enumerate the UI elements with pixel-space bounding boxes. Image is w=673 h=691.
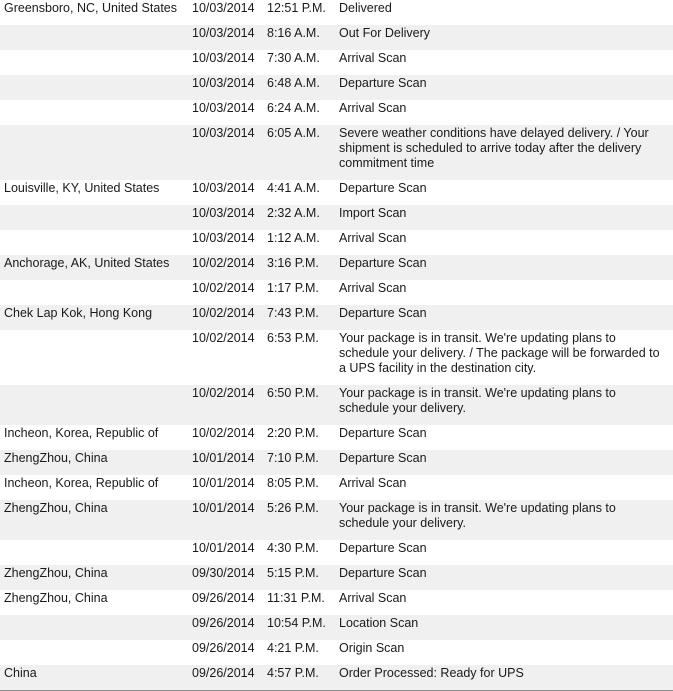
table-row bbox=[0, 255, 673, 280]
location-cell: Anchorage, AK, United States bbox=[4, 256, 170, 270]
time-cell: 1:17 P.M. bbox=[267, 281, 319, 295]
date-cell: 09/30/2014 bbox=[192, 566, 255, 580]
time-cell: 4:21 P.M. bbox=[267, 641, 319, 655]
location-cell bbox=[0, 50, 188, 75]
activity-cell: Order Processed: Ready for UPS bbox=[339, 666, 524, 680]
time-cell: 5:15 P.M. bbox=[267, 566, 319, 580]
location-cell bbox=[0, 100, 188, 125]
table-row bbox=[0, 230, 673, 255]
location-cell bbox=[0, 280, 188, 305]
date-cell: 10/03/2014 bbox=[192, 51, 255, 65]
time-cell: 7:30 A.M. bbox=[267, 51, 320, 65]
activity-cell: Departure Scan bbox=[339, 181, 427, 195]
date-cell: 10/03/2014 bbox=[192, 26, 255, 40]
time-cell: 2:20 P.M. bbox=[267, 426, 319, 440]
time-cell: 2:32 A.M. bbox=[267, 206, 320, 220]
date-cell: 10/01/2014 bbox=[192, 451, 255, 465]
activity-cell: Arrival Scan bbox=[339, 101, 407, 115]
time-cell: 5:26 P.M. bbox=[267, 501, 319, 515]
table-row bbox=[0, 500, 673, 540]
activity-cell: Your package is in transit. We're updating plans to schedule your delivery. bbox=[339, 386, 616, 415]
date-cell: 10/02/2014 bbox=[192, 256, 255, 270]
location-cell bbox=[0, 540, 188, 565]
date-cell: 10/03/2014 bbox=[192, 181, 255, 195]
activity-cell: Arrival Scan bbox=[339, 231, 407, 245]
activity-cell: Delivered bbox=[339, 1, 392, 15]
time-cell: 4:41 A.M. bbox=[267, 181, 320, 195]
activity-cell: Import Scan bbox=[339, 206, 407, 220]
location-cell bbox=[0, 615, 188, 640]
table-row bbox=[0, 450, 673, 475]
activity-cell: Out For Delivery bbox=[339, 26, 430, 40]
date-cell: 10/02/2014 bbox=[192, 426, 255, 440]
table-row bbox=[0, 665, 673, 690]
time-cell: 6:24 A.M. bbox=[267, 101, 320, 115]
date-cell: 10/03/2014 bbox=[192, 126, 255, 140]
date-cell: 09/26/2014 bbox=[192, 666, 255, 680]
activity-cell: Departure Scan bbox=[339, 451, 427, 465]
activity-cell: Your package is in transit. We're updating plans to schedule your delivery. / The package will be forwarded to a UPS facility in the destination city. bbox=[339, 331, 660, 375]
table-row bbox=[0, 205, 673, 230]
table-row bbox=[0, 540, 673, 565]
table-row bbox=[0, 125, 673, 180]
location-cell bbox=[0, 125, 188, 180]
table-row bbox=[0, 25, 673, 50]
date-cell: 10/01/2014 bbox=[192, 476, 255, 490]
activity-cell: Arrival Scan bbox=[339, 281, 407, 295]
table-row bbox=[0, 640, 673, 665]
location-cell: Chek Lap Kok, Hong Kong bbox=[4, 306, 153, 320]
location-cell: Greensboro, NC, United States bbox=[4, 1, 177, 15]
activity-cell: Arrival Scan bbox=[339, 591, 407, 605]
time-cell: 6:05 A.M. bbox=[267, 126, 320, 140]
time-cell: 1:12 A.M. bbox=[267, 231, 320, 245]
table-row bbox=[0, 590, 673, 615]
activity-cell: Origin Scan bbox=[339, 641, 405, 655]
time-cell: 8:05 P.M. bbox=[267, 476, 319, 490]
table-row bbox=[0, 385, 673, 425]
activity-cell: Arrival Scan bbox=[339, 51, 407, 65]
time-cell: 10:54 P.M. bbox=[267, 616, 326, 630]
activity-cell: Departure Scan bbox=[339, 256, 427, 270]
table-row bbox=[0, 0, 673, 25]
date-cell: 10/02/2014 bbox=[192, 331, 255, 345]
date-cell: 10/03/2014 bbox=[192, 231, 255, 245]
table-row bbox=[0, 280, 673, 305]
location-cell bbox=[0, 385, 188, 425]
time-cell: 6:53 P.M. bbox=[267, 331, 319, 345]
location-cell: Incheon, Korea, Republic of bbox=[4, 426, 159, 440]
location-cell: Louisville, KY, United States bbox=[4, 181, 160, 195]
date-cell: 09/26/2014 bbox=[192, 591, 255, 605]
date-cell: 09/26/2014 bbox=[192, 616, 255, 630]
time-cell: 11:31 P.M. bbox=[267, 591, 325, 605]
date-cell: 10/03/2014 bbox=[192, 76, 255, 90]
location-cell: ZhengZhou, China bbox=[4, 451, 108, 465]
activity-cell: Arrival Scan bbox=[339, 476, 407, 490]
date-cell: 10/03/2014 bbox=[192, 101, 255, 115]
location-cell bbox=[0, 25, 188, 50]
location-cell bbox=[0, 75, 188, 100]
table-row bbox=[0, 425, 673, 450]
table-row bbox=[0, 305, 673, 330]
time-cell: 7:43 P.M. bbox=[267, 306, 319, 320]
table-row bbox=[0, 615, 673, 640]
time-cell: 4:30 P.M. bbox=[267, 541, 319, 555]
location-cell bbox=[0, 205, 188, 230]
location-cell: ZhengZhou, China bbox=[4, 501, 108, 515]
date-cell: 10/01/2014 bbox=[192, 541, 255, 555]
table-row bbox=[0, 50, 673, 75]
time-cell: 6:48 A.M. bbox=[267, 76, 320, 90]
table-row bbox=[0, 565, 673, 590]
location-cell: ZhengZhou, China bbox=[4, 591, 108, 605]
table-row bbox=[0, 180, 673, 205]
activity-cell: Severe weather conditions have delayed delivery. / Your shipment is scheduled to arrive today after the delivery commitment time bbox=[339, 126, 649, 170]
activity-cell: Departure Scan bbox=[339, 566, 427, 580]
activity-cell: Departure Scan bbox=[339, 541, 427, 555]
table-row bbox=[0, 330, 673, 385]
time-cell: 12:51 P.M. bbox=[267, 1, 326, 15]
time-cell: 3:16 P.M. bbox=[267, 256, 319, 270]
date-cell: 10/02/2014 bbox=[192, 306, 255, 320]
time-cell: 8:16 A.M. bbox=[267, 26, 320, 40]
activity-cell: Departure Scan bbox=[339, 426, 427, 440]
location-cell: China bbox=[4, 666, 37, 680]
location-cell bbox=[0, 330, 188, 385]
time-cell: 7:10 P.M. bbox=[267, 451, 319, 465]
location-cell: Incheon, Korea, Republic of bbox=[4, 476, 159, 490]
table-row bbox=[0, 75, 673, 100]
date-cell: 10/01/2014 bbox=[192, 501, 255, 515]
location-cell bbox=[0, 640, 188, 665]
time-cell: 6:50 P.M. bbox=[267, 386, 319, 400]
activity-cell: Departure Scan bbox=[339, 306, 427, 320]
activity-cell: Departure Scan bbox=[339, 76, 427, 90]
activity-cell: Your package is in transit. We're updating plans to schedule your delivery. bbox=[339, 501, 616, 530]
table-row bbox=[0, 475, 673, 500]
location-cell: ZhengZhou, China bbox=[4, 566, 108, 580]
date-cell: 10/02/2014 bbox=[192, 281, 255, 295]
date-cell: 10/02/2014 bbox=[192, 386, 255, 400]
date-cell: 10/03/2014 bbox=[192, 206, 255, 220]
location-cell bbox=[0, 230, 188, 255]
time-cell: 4:57 P.M. bbox=[267, 666, 319, 680]
date-cell: 09/26/2014 bbox=[192, 641, 255, 655]
date-cell: 10/03/2014 bbox=[192, 1, 255, 15]
table-row bbox=[0, 100, 673, 125]
activity-cell: Location Scan bbox=[339, 616, 419, 630]
